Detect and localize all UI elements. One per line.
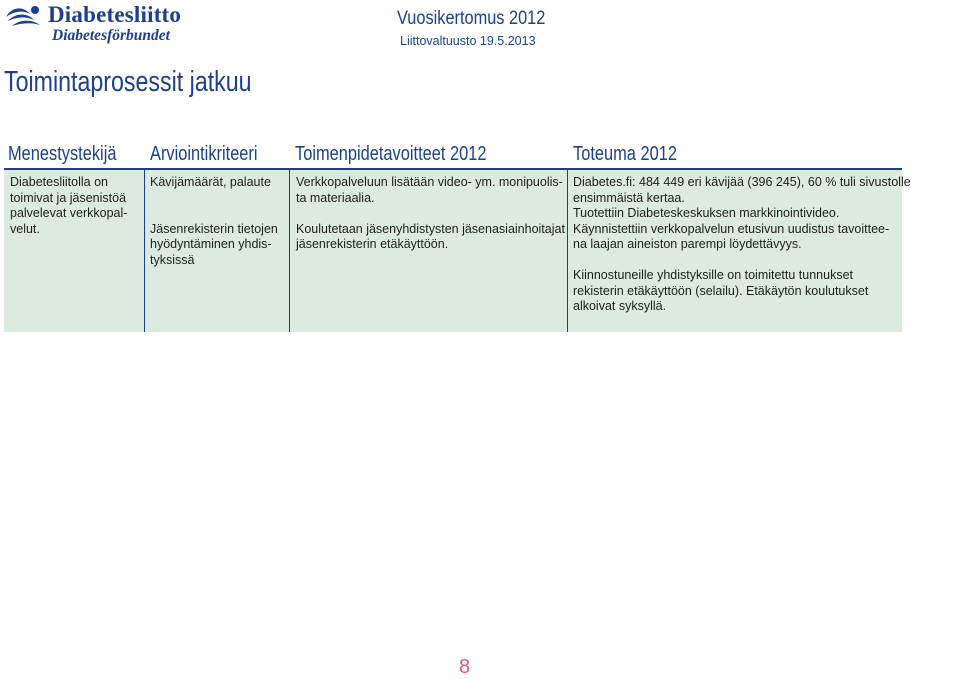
cell-targets: Verkkopalveluun lisätään video- ym. monipuolis- ta materiaalia. Koulutetaan jäsenyhdistysten jäsenasiainhoitajat jäsenrekisterin etäkäyttöön. [296,175,565,251]
report-title: Vuosikertomus 2012 [397,8,546,29]
logo-subname: Diabetesförbundet [52,27,170,44]
column-header-criteria: Arviointikriteeri [150,143,258,165]
column-divider [289,170,290,332]
page-number: 8 [458,656,471,678]
cell-success-factor: Diabetesliitolla on toimivat ja jäsenistöä palvelevat verkkopal- velut. [10,175,128,236]
column-header-results: Toteuma 2012 [573,143,677,165]
diabetesliitto-emblem-icon [4,4,44,30]
logo-name: Diabetesliitto [48,2,182,27]
column-divider [567,170,568,332]
cell-results: Diabetes.fi: 484 449 eri kävijää (396 245), 60 % tuli sivustolle ensimmäistä kertaa. Tuotettiin Diabeteskeskuksen markkinointivideo. Käynnistettiin verkkopalvelun etusivun uudistus tavoittee- na laajan aineiston parempi löydettävyys. Kiinnostuneille yhdistyksille on toimitettu tunnukset rekisterin etäkäyttöön (selailu). Etäkäytön koulutukset alkoivat syksyllä. [573,175,911,313]
report-subtitle: Liittovaltuusto 19.5.2013 [400,34,536,48]
column-header-targets: Toimenpidetavoitteet 2012 [295,143,487,165]
page-title: Toimintaprosessit jatkuu [4,66,252,98]
column-divider [144,170,145,332]
cell-criteria: Kävijämäärät, palaute Jäsenrekisterin tietojen hyödyntäminen yhdis- tyksissä [150,175,278,267]
diabetesliitto-logo [4,2,194,46]
column-header-factor: Menestystekijä [8,143,117,165]
